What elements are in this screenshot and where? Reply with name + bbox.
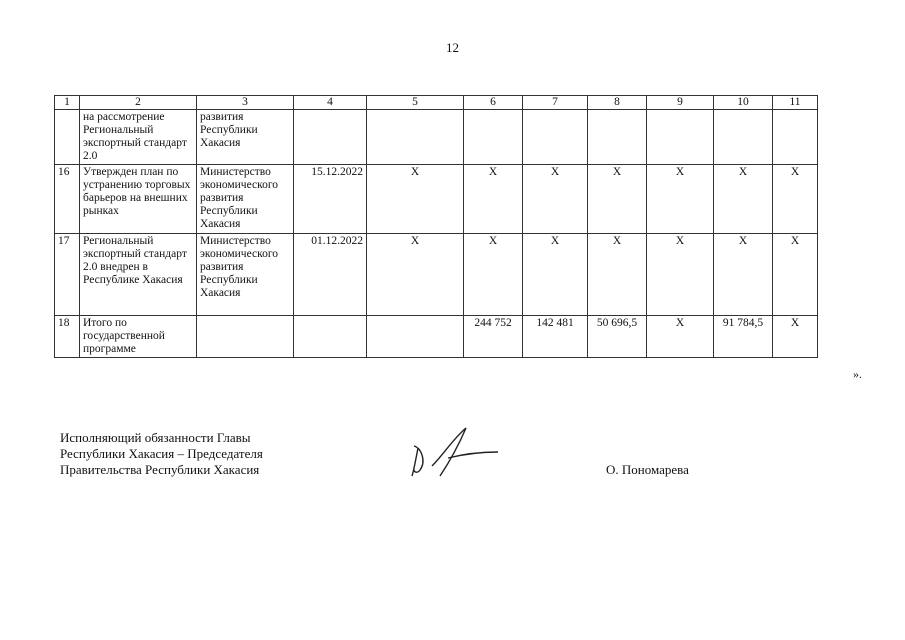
row-number: 16 — [55, 165, 80, 234]
column-number: 9 — [647, 96, 714, 110]
table-row — [55, 165, 818, 234]
row-date: 01.12.2022 — [294, 234, 367, 316]
row-number — [55, 110, 80, 165]
column-number: 11 — [773, 96, 818, 110]
row-cell: Х — [647, 165, 714, 234]
row-date: 15.12.2022 — [294, 165, 367, 234]
closing-quote: ». — [853, 367, 862, 381]
row-cell: Х — [773, 234, 818, 316]
row-cell: Х — [773, 316, 818, 358]
signer-name: О. Пономарева — [606, 462, 689, 477]
column-number: 1 — [55, 96, 80, 110]
row-organization: Министерство экономического развития Республики Хакасия — [197, 165, 294, 234]
row-cell — [367, 316, 464, 358]
row-name: Региональный экспортный стандарт 2.0 внедрен в Республике Хакасия — [80, 234, 197, 316]
position-line: Правительства Республики Хакасия — [60, 462, 260, 477]
column-number: 3 — [197, 96, 294, 110]
row-organization: Министерство экономического развития Республики Хакасия — [197, 234, 294, 316]
row-number: 18 — [55, 316, 80, 358]
row-cell — [367, 110, 464, 165]
row-cell: Х — [464, 234, 523, 316]
position-line: Исполняющий обязанности Главы — [60, 430, 251, 445]
row-cell — [523, 110, 588, 165]
row-total: 142 481 — [523, 316, 588, 358]
column-number: 2 — [80, 96, 197, 110]
table-header-row — [55, 96, 818, 110]
row-cell: Х — [647, 234, 714, 316]
row-cell: Х — [523, 234, 588, 316]
row-cell: Х — [588, 234, 647, 316]
table-row — [55, 316, 818, 358]
position-line: Республики Хакасия – Председателя — [60, 446, 263, 461]
row-date — [294, 110, 367, 165]
row-cell — [714, 110, 773, 165]
row-cell: Х — [367, 165, 464, 234]
column-number: 7 — [523, 96, 588, 110]
row-cell: Х — [647, 316, 714, 358]
row-cell — [588, 110, 647, 165]
row-organization: развития Республики Хакасия — [197, 110, 294, 165]
row-cell: Х — [714, 234, 773, 316]
row-cell: Х — [773, 165, 818, 234]
row-date — [294, 316, 367, 358]
row-cell — [773, 110, 818, 165]
row-name: Итого по государственной программе — [80, 316, 197, 358]
row-cell — [464, 110, 523, 165]
row-name: Утвержден план по устранению торговых барьеров на внешних рынках — [80, 165, 197, 234]
row-cell: Х — [523, 165, 588, 234]
column-number: 10 — [714, 96, 773, 110]
table-row — [55, 234, 818, 316]
row-cell — [647, 110, 714, 165]
row-name: на рассмотрение Региональный экспортный стандарт 2.0 — [80, 110, 197, 165]
row-total: 244 752 — [464, 316, 523, 358]
row-total: 91 784,5 — [714, 316, 773, 358]
row-total: 50 696,5 — [588, 316, 647, 358]
handwritten-signature — [408, 418, 503, 480]
page-number: 12 — [446, 40, 459, 55]
column-number: 4 — [294, 96, 367, 110]
row-cell: Х — [588, 165, 647, 234]
column-number: 6 — [464, 96, 523, 110]
row-number: 17 — [55, 234, 80, 316]
column-number: 5 — [367, 96, 464, 110]
column-number: 8 — [588, 96, 647, 110]
row-organization — [197, 316, 294, 358]
table-row — [55, 110, 818, 165]
plan-table — [54, 95, 818, 358]
row-cell: Х — [367, 234, 464, 316]
signatory-position — [60, 430, 263, 478]
row-cell: Х — [714, 165, 773, 234]
row-cell: Х — [464, 165, 523, 234]
